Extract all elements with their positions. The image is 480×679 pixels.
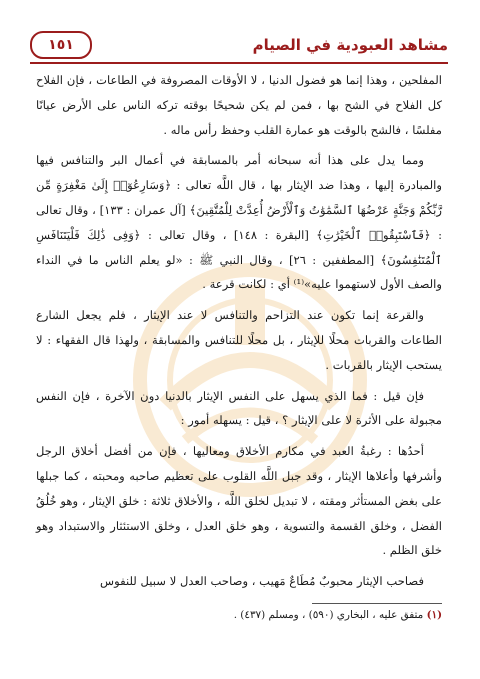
header-divider bbox=[30, 62, 448, 64]
page-number-badge: ١٥١ bbox=[30, 31, 92, 59]
footnote-divider bbox=[312, 603, 442, 604]
paragraph-2: ومما يدل على هذا أنه سبحانه أمر بالمسابقة في أعمال البر والتنافس فيها والمبادرة إليها ، وهذا ضد الإيثار بها ، قال اللَّه تعالى : ﴿وَسَارِعُوٓا۟ إِلَىٰ مَغْفِرَةٍ مِّن رَّبِّكُمْ وَجَنَّةٍ عَرْضُهَا ٱلسَّمَٰوَٰتُ وَٱلْأَرْضُ أُعِدَّتْ لِلْمُتَّقِينَ﴾ [آل عمران : ١٣٣] ، وقال تعالى : ﴿فَٱسْتَبِقُوا۟ ٱلْخَيْرَٰتِ﴾ [البقرة : ١٤٨] ، وقال تعالى : ﴿وَفِى ذَٰلِكَ فَلْيَتَنَافَسِ ٱلْمُتَنَٰفِسُونَ﴾ [المطففين : ٢٦] ، وقال النبي ﷺ : «لو يعلم الناس ما في النداء والصف الأول لاستهموا عليه»⁽¹⁾ أي : لكانت قرعة . bbox=[36, 153, 442, 292]
paragraph-6: فصاحب الإيثار محبوبٌ مُطَاعٌ مَهيب ، وصاحب العدل لا سبيل للنفوس bbox=[99, 574, 424, 589]
paragraph-3: والقرعة إنما تكون عند التزاحم والتنافس لا عند الإيثار ، فلم يجعل الشارع الطاعات والقربات محلًا للإيثار ، بل محلًا للتنافس والمسابقة ، ولهذا قال الفقهاء : لا يستحب الإيثار بالقربات . bbox=[36, 308, 442, 372]
paragraph-4: فإن قيل : فما الذي يسهل على النفس الإيثار بالدنيا دون الآخرة ، فإن النفس مجبولة على الأثرة لا على الإيثار ؟ ، قيل : يسهله أمور : bbox=[36, 388, 442, 428]
footnote-text: متفق عليه ، البخاري (٥٩٠) ، ومسلم (٤٣٧) . bbox=[233, 609, 424, 621]
footnote bbox=[36, 606, 442, 624]
paragraph-1: المفلحين ، وهذا إنما هو فضول الدنيا ، لا الأوقات المصروفة في الطاعات ، فإن الفلاح كل الفلاح في الشح بها ، فمن لم يكن شحيحًا بوقته تركه الناس على الأرض عيانًا مفلسًا ، فالشح بالوقت هو عمارة القلب وحفظ رأس ماله . bbox=[36, 73, 442, 137]
footnote-number: (١) bbox=[426, 609, 442, 621]
main-text bbox=[36, 68, 442, 594]
running-title: مشاهد العبودية في الصيام bbox=[252, 36, 448, 54]
page-header bbox=[30, 30, 448, 60]
paragraph-5: أحدُها : رغبةُ العبد في مكارم الأخلاق ومعاليها ، فإن من أفضل أخلاق الرجل وأشرفها وأعلاها الإيثار ، وقد جبل اللَّه القلوب على تعظيم صاحبه ومحبته ، كما جبلها على بغض المستأثر ومقته ، لا تبديل لخلق اللَّه ، والأخلاق ثلاثة : خلق الإيثار ، وهو خُلُقُ الفضل ، وخلق القسمة والتسوية ، وهو خلق العدل ، وخلق الاستئثار والاستبداد وهو خلق الظلم . bbox=[36, 444, 442, 558]
